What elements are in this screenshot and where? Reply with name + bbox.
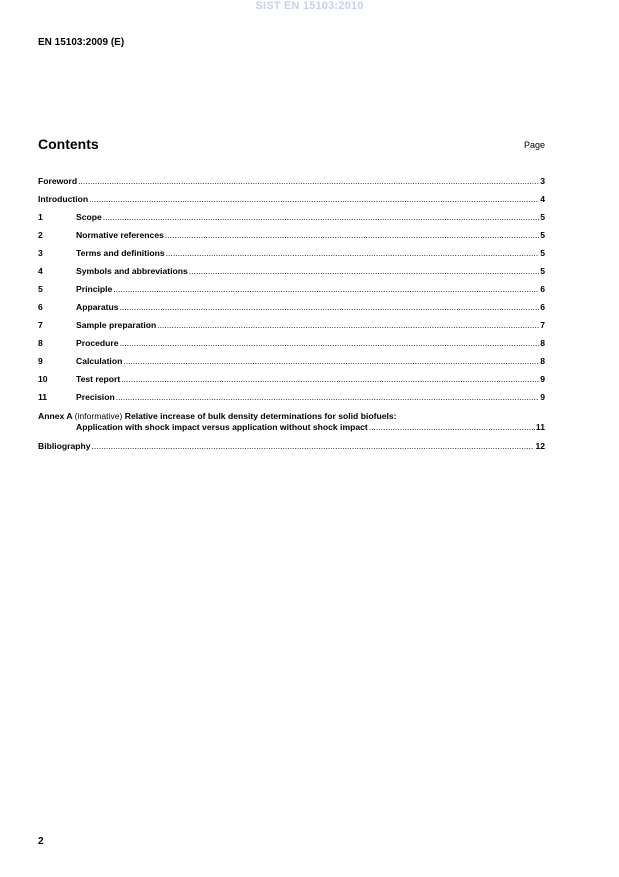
toc-entry-title: Calculation [76, 356, 123, 366]
toc-entry-page: 3 [540, 176, 545, 186]
page-number: 2 [38, 836, 44, 847]
toc-entry-precision[interactable] [38, 392, 545, 410]
toc-entry-number: 4 [38, 266, 43, 276]
toc-entry-title: Symbols and abbreviations [76, 266, 188, 276]
toc-entry-bibliography[interactable] [38, 441, 545, 459]
toc-entry-number: 8 [38, 338, 43, 348]
toc-dot-leader [166, 248, 540, 259]
toc-entry-number: 3 [38, 248, 43, 258]
toc-entry-terms-and-definitions[interactable] [38, 248, 545, 266]
toc-entry-page: 7 [540, 320, 545, 330]
toc-entry-page: 6 [540, 302, 545, 312]
toc-entry-principle[interactable] [38, 284, 545, 302]
toc-dot-leader [369, 422, 535, 433]
toc-entry-apparatus[interactable] [38, 302, 545, 320]
toc-dot-leader [157, 320, 539, 331]
toc-entry-title: Bibliography [38, 441, 91, 451]
toc-dot-leader [92, 441, 535, 452]
annex-label: Annex A [38, 411, 73, 421]
toc-entry-number: 9 [38, 356, 43, 366]
toc-entry-page: 5 [540, 266, 545, 276]
toc-dot-leader [121, 374, 539, 385]
toc-entry-page: 8 [540, 356, 545, 366]
toc-entry-sample-preparation[interactable] [38, 320, 545, 338]
toc-dot-leader [78, 176, 539, 187]
annex-informative-tag: (informative) [74, 411, 123, 421]
toc-entry-symbols-and-abbreviations[interactable] [38, 266, 545, 284]
toc-entry-title: Scope [76, 212, 102, 222]
table-of-contents [38, 176, 545, 459]
toc-dot-leader [120, 302, 540, 313]
toc-entry-scope[interactable] [38, 212, 545, 230]
toc-entry-page: 6 [540, 284, 545, 294]
toc-entry-page: 5 [540, 212, 545, 222]
toc-entry-title: Terms and definitions [76, 248, 165, 258]
toc-entry-title: Apparatus [76, 302, 119, 312]
toc-entry-page: 9 [540, 374, 545, 384]
toc-entry-number: 7 [38, 320, 43, 330]
toc-dot-leader [123, 356, 539, 367]
toc-entry-number: 10 [38, 374, 48, 384]
toc-entry-title: Precision [76, 392, 115, 402]
toc-entry-annex-a[interactable] [38, 411, 545, 441]
toc-entry-number: 11 [38, 392, 48, 402]
toc-dot-leader [103, 212, 539, 223]
page-column-label: Page [523, 140, 545, 150]
toc-entry-title: Procedure [76, 338, 119, 348]
toc-entry-page: 8 [540, 338, 545, 348]
toc-dot-leader [116, 392, 540, 403]
toc-entry-procedure[interactable] [38, 338, 545, 356]
toc-entry-page: 12 [535, 441, 545, 451]
toc-entry-normative-references[interactable] [38, 230, 545, 248]
toc-entry-number: 6 [38, 302, 43, 312]
toc-entry-page: 5 [540, 248, 545, 258]
toc-entry-page: 9 [540, 392, 545, 402]
toc-entry-title: Test report [76, 374, 121, 384]
toc-dot-leader [120, 338, 540, 349]
toc-entry-number: 1 [38, 212, 43, 222]
toc-entry-number: 5 [38, 284, 43, 294]
annex-title-line-2: Application with shock impact versus application without shock impact [76, 422, 368, 432]
toc-entry-title: Principle [76, 284, 113, 294]
toc-entry-page: 11 [535, 422, 545, 432]
document-id-header: EN 15103:2009 (E) [38, 37, 125, 48]
toc-dot-leader [165, 230, 539, 241]
toc-entry-calculation[interactable] [38, 356, 545, 374]
toc-entry-introduction[interactable] [38, 194, 545, 212]
toc-entry-test-report[interactable] [38, 374, 545, 392]
watermark: SIST EN 15103:2010 [255, 0, 364, 12]
toc-entry-title: Normative references [76, 230, 164, 240]
annex-title-line-1: Relative increase of bulk density determinations for solid biofuels: [124, 411, 397, 421]
toc-entry-title: Foreword [38, 176, 78, 186]
toc-dot-leader [113, 284, 539, 295]
toc-entry-title: Introduction [38, 194, 89, 204]
toc-dot-leader [189, 266, 539, 277]
toc-entry-page: 5 [540, 230, 545, 240]
toc-dot-leader [89, 194, 539, 205]
contents-heading: Contents [38, 136, 99, 152]
toc-entry-foreword[interactable] [38, 176, 545, 194]
toc-entry-title: Sample preparation [76, 320, 157, 330]
toc-entry-page: 4 [540, 194, 545, 204]
toc-entry-number: 2 [38, 230, 43, 240]
